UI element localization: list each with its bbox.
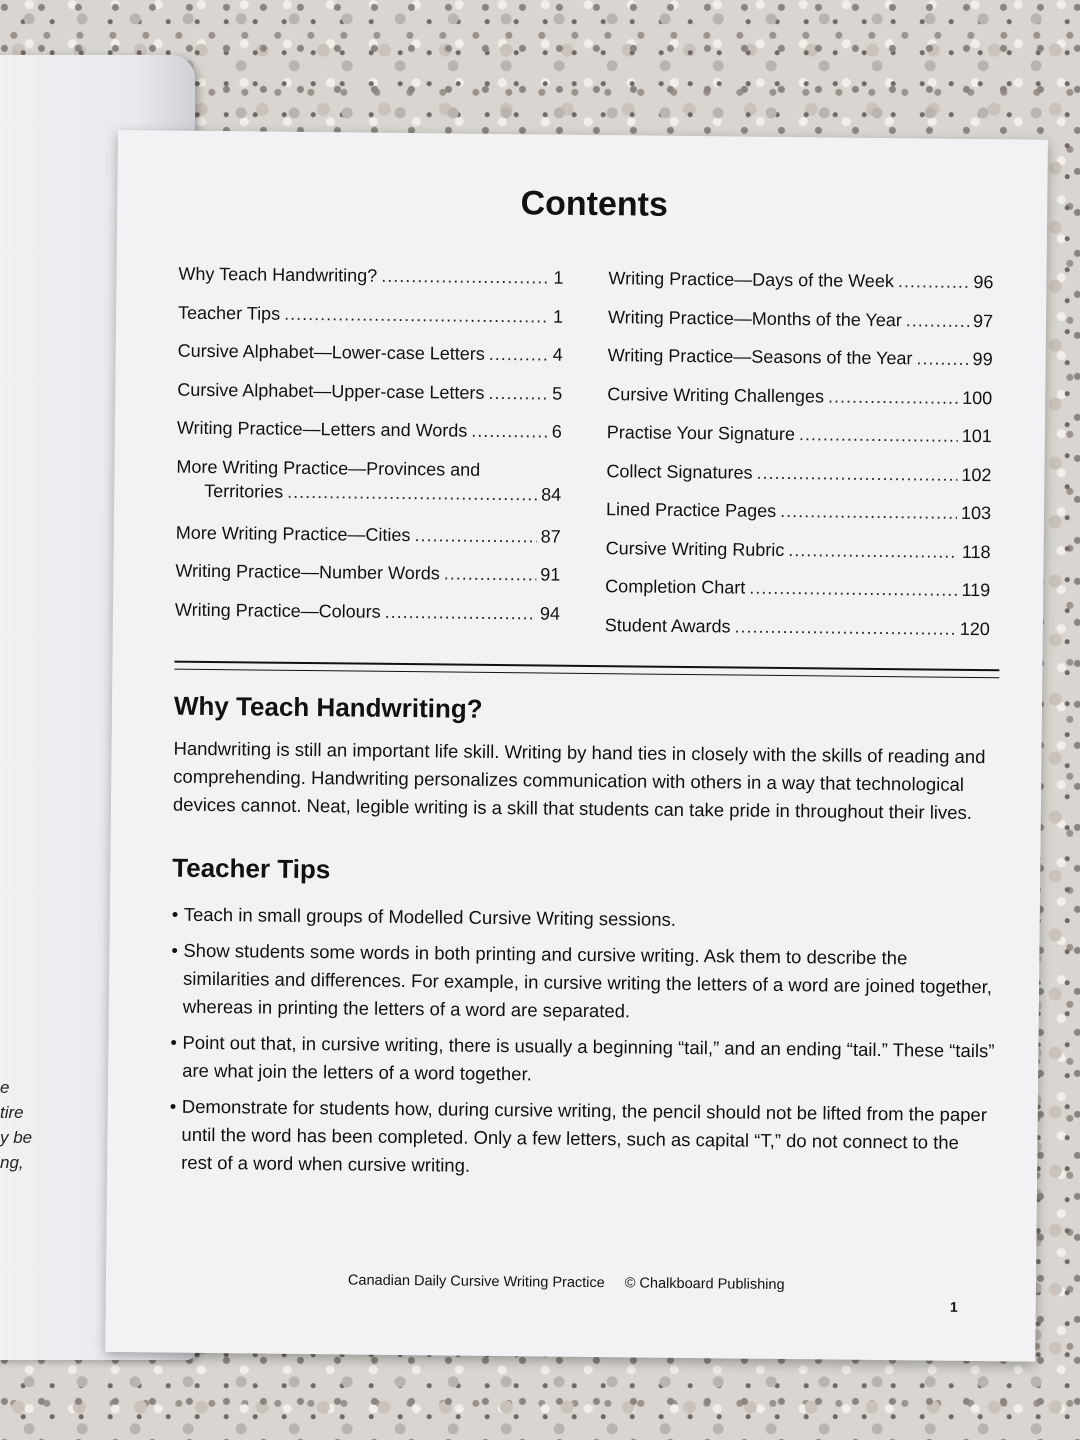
toc-entry-label: Student Awards — [604, 614, 731, 636]
toc-entry-label: Writing Practice—Months of the Year — [607, 306, 902, 330]
toc-entry-label: Lined Practice Pages — [605, 499, 777, 521]
dot-leader — [414, 525, 536, 547]
toc-entry-label: More Writing Practice—Provinces and — [176, 456, 481, 480]
dot-leader — [471, 421, 548, 443]
tips-list — [169, 901, 997, 1194]
tip-text: Show students some words in both printing and cursive writing. Ask them to describe the similarities and differences. For example, in cursive writing the letters of a word are joined together, whereas in printing the letters of a word are separated. — [182, 939, 993, 1022]
toc-entry — [605, 538, 990, 581]
dot-leader — [788, 540, 958, 563]
toc-entry-label: Teacher Tips — [177, 302, 281, 324]
dot-leader — [799, 424, 958, 447]
toc-entry — [608, 307, 993, 350]
bullet-icon: • — [171, 903, 179, 925]
why-heading: Why Teach Handwriting? — [173, 690, 483, 724]
toc-entry — [606, 499, 991, 542]
dot-leader — [749, 578, 957, 601]
toc-entry-label: Cursive Writing Challenges — [607, 383, 825, 406]
bullet-icon: • — [169, 1095, 177, 1117]
toc-left-column — [175, 264, 564, 642]
toc-entry-label: Cursive Alphabet—Lower-case Letters — [177, 340, 485, 364]
toc-entry-page: 1 — [552, 306, 564, 327]
toc-entry-page: 6 — [551, 421, 562, 442]
toc-entry — [606, 461, 991, 504]
fragment-line: tire — [0, 1103, 24, 1122]
toc-entry-label-cont: Territories — [204, 480, 284, 502]
tip-text: Demonstrate for students how, during cursive writing, the pencil should not be lifted from the paper until the word has been completed. Only a few letters, such as capital “T,” do not connect to the rest of a word when cursive writing. — [181, 1095, 988, 1176]
toc-entry-page: 5 — [552, 383, 563, 404]
toc-entry-label: Cursive Alphabet—Upper-case Letters — [177, 379, 485, 403]
toc-entry-page: 119 — [961, 579, 991, 601]
fragment-line: e — [0, 1078, 10, 1097]
toc-entry — [605, 576, 990, 619]
dot-leader — [756, 462, 957, 485]
toc-entry — [176, 456, 562, 526]
toc-entry-label: Writing Practice—Number Words — [175, 560, 440, 584]
toc-entry — [175, 522, 560, 565]
toc-entry-page: 103 — [960, 502, 992, 524]
toc-entry-label: Practise Your Signature — [606, 422, 796, 445]
toc-entry-label: Writing Practice—Colours — [174, 599, 381, 622]
dot-leader — [780, 501, 957, 524]
toc-entry — [175, 599, 560, 642]
toc-entry — [177, 341, 562, 384]
bullet-icon: • — [171, 939, 179, 961]
toc-entry-page: 4 — [552, 344, 563, 365]
toc-entry — [608, 268, 993, 311]
dot-leader — [385, 601, 536, 624]
tip-text: Point out that, in cursive writing, there is usually a beginning “tail,” and an ending “tail.” These “tails” are what join the letters of a word together. — [182, 1031, 995, 1085]
toc-entry — [607, 345, 992, 388]
toc-entry-page: 1 — [553, 267, 564, 288]
why-paragraph: Handwriting is still an important life skill. Writing by hand ties in closely with the skills of reading and comprehending. Handwriting personalizes communication with others in a way that technological devices cannot. Neat, legible writing is a skill that students can take pride in throughout their lives. — [172, 737, 986, 823]
dot-leader — [828, 386, 958, 408]
tip-item — [171, 937, 997, 1030]
tip-item — [170, 1029, 996, 1094]
toc-entry-page: 100 — [962, 387, 993, 408]
dot-leader — [381, 266, 549, 289]
footer-publisher: © Chalkboard Publishing — [624, 1275, 785, 1294]
toc-entry — [605, 615, 990, 658]
toc-entry-page: 97 — [972, 310, 994, 331]
dot-leader — [284, 303, 549, 327]
toc-entry-page: 91 — [540, 564, 561, 585]
tip-text: Teach in small groups of Modelled Cursive Writing sessions. — [183, 903, 677, 930]
toc-entry-label: Collect Signatures — [606, 460, 753, 483]
toc-entry — [178, 302, 563, 345]
adjacent-page-text — [0, 1075, 40, 1175]
toc-entry — [177, 418, 562, 461]
toc-entry-label: Completion Chart — [605, 576, 746, 598]
dot-leader — [734, 616, 955, 639]
fragment-line: y be — [0, 1128, 33, 1147]
toc-entry-page: 94 — [539, 602, 561, 624]
toc-entry-page: 96 — [973, 271, 994, 293]
footer-book-title: Canadian Daily Cursive Writing Practice — [347, 1272, 605, 1292]
toc-entry-label: Why Teach Handwriting? — [178, 263, 378, 286]
toc-entry-page: 84 — [541, 483, 562, 505]
toc-right-column — [605, 268, 994, 657]
section-divider — [174, 661, 999, 679]
toc-entry-label: Writing Practice—Letters and Words — [176, 417, 468, 441]
book-page — [105, 130, 1048, 1362]
dot-leader — [444, 563, 537, 585]
dot-leader — [916, 348, 968, 370]
page-number: 1 — [949, 1298, 958, 1315]
toc-entry-label: Writing Practice—Seasons of the Year — [607, 345, 913, 369]
toc-entry-label: Writing Practice—Days of the Week — [608, 268, 895, 292]
page-title: Contents — [520, 184, 669, 224]
toc-entry-page: 101 — [961, 425, 992, 447]
dot-leader — [488, 382, 548, 404]
tip-item — [172, 901, 997, 938]
dot-leader — [489, 344, 549, 366]
dot-leader — [898, 271, 970, 293]
toc-entry-page: 120 — [959, 618, 990, 639]
toc-entry — [177, 379, 562, 422]
tips-heading: Teacher Tips — [172, 852, 331, 885]
fragment-line: ng, — [0, 1153, 24, 1172]
toc-entry-page: 118 — [961, 541, 991, 562]
dot-leader — [287, 481, 537, 505]
toc-entry-page: 87 — [540, 525, 561, 547]
toc-entry-label: More Writing Practice—Cities — [175, 522, 411, 545]
toc-entry — [175, 561, 560, 604]
toc-entry — [607, 422, 992, 465]
tip-item — [169, 1093, 995, 1186]
toc-entry-page: 102 — [961, 464, 992, 485]
table-of-contents — [174, 263, 1009, 639]
bullet-icon: • — [170, 1031, 178, 1053]
toc-entry — [607, 384, 992, 427]
toc-entry — [178, 264, 563, 307]
toc-entry-page: 99 — [972, 348, 993, 370]
dot-leader — [906, 310, 969, 332]
page-footer — [348, 1272, 785, 1293]
toc-entry-label: Cursive Writing Rubric — [605, 537, 785, 560]
